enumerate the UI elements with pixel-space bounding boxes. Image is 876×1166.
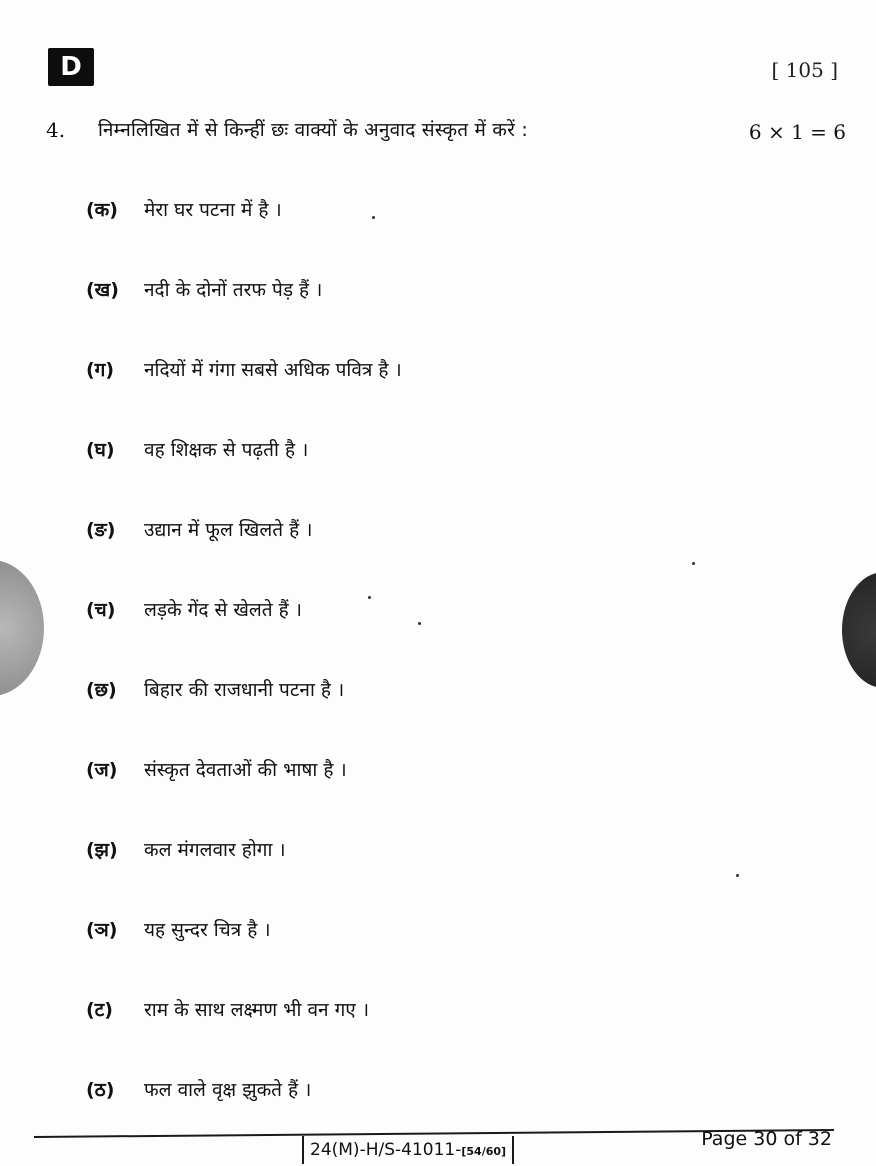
sentence-list <box>86 188 786 1148</box>
item-label: (झ) <box>86 839 118 861</box>
question-marks: 6 × 1 = 6 <box>748 120 846 144</box>
item-label: (ज) <box>86 759 118 781</box>
list-item <box>86 508 786 588</box>
item-text: नदियों में गंगा सबसे अधिक पवित्र है । <box>144 359 402 381</box>
item-text: कल मंगलवार होगा । <box>144 839 286 861</box>
item-label: (घ) <box>86 439 115 461</box>
paper-code <box>302 1136 514 1164</box>
item-label: (ख) <box>86 279 119 301</box>
item-label: (ग) <box>86 359 115 381</box>
binder-hole-left <box>0 560 44 696</box>
list-item <box>86 988 786 1068</box>
item-label: (ञ) <box>86 919 118 941</box>
paper-speck <box>692 562 695 565</box>
list-item <box>86 348 786 428</box>
list-item <box>86 828 786 908</box>
item-text: नदी के दोनों तरफ पेड़ हैं । <box>144 279 323 301</box>
item-text: यह सुन्दर चित्र है । <box>144 919 271 941</box>
question-text: निम्नलिखित में से किन्हीं छः वाक्यों के अनुवाद संस्कृत में करें : <box>98 119 528 141</box>
item-label: (क) <box>86 199 118 221</box>
item-text: बिहार की राजधानी पटना है । <box>144 679 345 701</box>
paper-speck <box>736 874 739 877</box>
set-code-badge: D <box>48 48 94 86</box>
binder-hole-right <box>842 572 876 688</box>
page-bracket-number: [ 105 ] <box>771 58 838 82</box>
page-number: Page 30 of 32 <box>701 1128 832 1150</box>
list-item <box>86 908 786 988</box>
item-label: (ठ) <box>86 1079 115 1101</box>
list-item <box>86 188 786 268</box>
list-item <box>86 268 786 348</box>
item-label: (छ) <box>86 679 117 701</box>
item-text: मेरा घर पटना में है । <box>144 199 282 221</box>
paper-speck <box>372 216 375 219</box>
list-item <box>86 428 786 508</box>
paper-speck <box>418 622 421 625</box>
paper-code-main: 24(M)-H/S-41011- <box>310 1140 462 1160</box>
item-text: लड़के गेंद से खेलते हैं । <box>144 599 303 621</box>
item-text: फल वाले वृक्ष झुकते हैं । <box>144 1079 312 1101</box>
item-text: वह शिक्षक से पढ़ती है । <box>144 439 309 461</box>
item-text: संस्कृत देवताओं की भाषा है । <box>144 759 347 781</box>
list-item <box>86 748 786 828</box>
list-item <box>86 588 786 668</box>
question-row <box>46 112 846 152</box>
item-text: उद्यान में फूल खिलते हैं । <box>144 519 313 541</box>
item-label: (ङ) <box>86 519 116 541</box>
list-item <box>86 668 786 748</box>
paper-code-suffix: [54/60] <box>461 1145 507 1158</box>
question-number: 4. <box>46 118 66 142</box>
item-label: (च) <box>86 599 116 621</box>
item-text: राम के साथ लक्ष्मण भी वन गए । <box>144 999 370 1021</box>
item-label: (ट) <box>86 999 113 1021</box>
paper-speck <box>368 596 371 599</box>
